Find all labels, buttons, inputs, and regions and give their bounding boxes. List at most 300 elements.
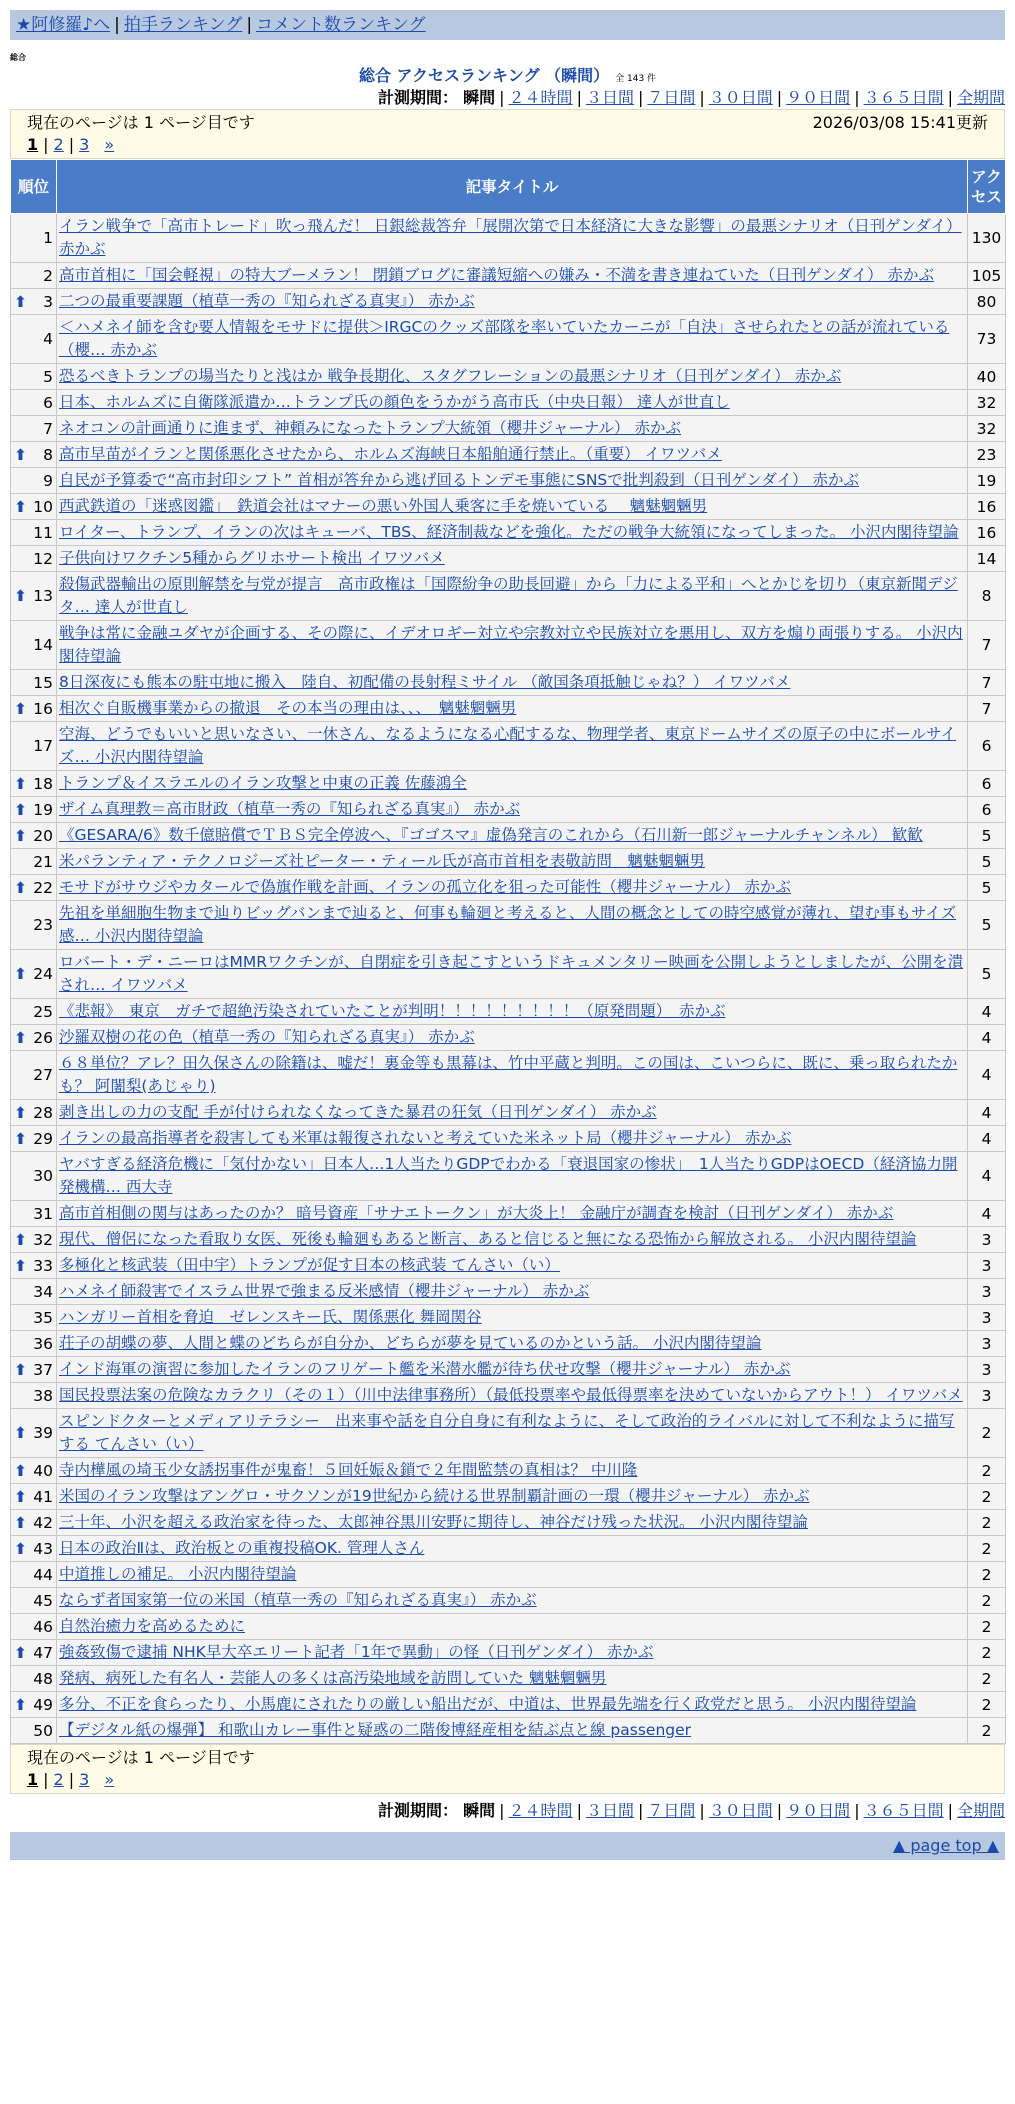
access-count: 4 bbox=[968, 1025, 1006, 1051]
title-cell bbox=[57, 849, 968, 875]
article-link[interactable]: ザイム真理教＝高市財政（植草一秀の『知られざる真実』） 赤かぶ bbox=[59, 800, 521, 818]
access-count: 40 bbox=[968, 364, 1006, 390]
rank-number: 44 bbox=[33, 1565, 53, 1584]
article-link[interactable]: 自然治癒力を高めるために bbox=[59, 1617, 246, 1635]
article-link[interactable]: 相次ぐ自販機事業からの撤退 その本当の理由は、、、 魑魅魍魎男 bbox=[59, 699, 517, 717]
table-row bbox=[11, 494, 1006, 520]
rank-number: 23 bbox=[33, 916, 53, 934]
rank-number: 37 bbox=[33, 1360, 53, 1379]
period-selector-bottom: 計測期間： 瞬間 | ２４時間 | ３日間 | ７日間 | ３０日間 | ９０日間 | ３６５日間 | 全期間 bbox=[378, 1801, 1005, 1820]
rank-number: 14 bbox=[33, 636, 53, 654]
article-link[interactable]: 沙羅双樹の花の色（植草一秀の『知られざる真実』） 赤かぶ bbox=[59, 1028, 475, 1046]
title-cell bbox=[57, 468, 968, 494]
article-link[interactable]: 子供向けワクチン5種からグリホサート検出 イワツバメ bbox=[59, 549, 445, 567]
title-cell bbox=[57, 1510, 968, 1536]
article-link[interactable]: ならず者国家第一位の米国（植草一秀の『知られざる真実』） 赤かぶ bbox=[59, 1591, 537, 1609]
rank-cell bbox=[11, 1536, 57, 1562]
table-row bbox=[11, 1253, 1006, 1279]
access-count: 4 bbox=[968, 1126, 1006, 1152]
access-count: 105 bbox=[968, 263, 1006, 289]
rank-cell bbox=[11, 1279, 57, 1305]
article-link[interactable]: 多分、不正を食らったり、小馬鹿にされたりの厳しい船出だが、中道は、世界最先端を行く政党だと思う。 小沢内閣待望論 bbox=[59, 1695, 917, 1713]
period-24h-link[interactable]: ２４時間 bbox=[508, 1801, 573, 1820]
access-count: 2 bbox=[968, 1718, 1006, 1744]
table-row bbox=[11, 999, 1006, 1025]
article-link[interactable]: 自民が予算委で“高市封印シフト” 首相が答弁から逃げ回るトンデモ事態にSNSで批判殺到（日刊ゲンダイ） 赤かぶ bbox=[59, 471, 859, 489]
article-link[interactable]: 強姦致傷で逮捕 NHK早大卒エリート記者「1年で異動」の怪（日刊ゲンダイ） 赤かぶ bbox=[59, 1643, 654, 1661]
rank-cell bbox=[11, 364, 57, 390]
access-count: 2 bbox=[968, 1562, 1006, 1588]
rank-up-arrow-icon: ⬆ bbox=[14, 1643, 27, 1662]
title-cell bbox=[57, 875, 968, 901]
rank-cell bbox=[11, 1640, 57, 1666]
title-cell bbox=[57, 999, 968, 1025]
access-count: 7 bbox=[968, 696, 1006, 722]
title-cell bbox=[57, 1484, 968, 1510]
title-cell bbox=[57, 670, 968, 696]
rank-number: 45 bbox=[33, 1591, 53, 1610]
title-cell bbox=[57, 1409, 968, 1458]
rank-number: 42 bbox=[33, 1513, 53, 1532]
table-row bbox=[11, 1562, 1006, 1588]
article-link[interactable]: 恐るべきトランプの場当たりと浅はか 戦争長期化、スタグフレーションの最悪シナリオ（日刊ゲンダイ） 赤かぶ bbox=[59, 367, 842, 385]
rank-cell bbox=[11, 1484, 57, 1510]
article-link[interactable]: 二つの最重要課題（植草一秀の『知られざる真実』） 赤かぶ bbox=[59, 292, 475, 310]
title-cell bbox=[57, 1614, 968, 1640]
table-row bbox=[11, 364, 1006, 390]
rank-cell bbox=[11, 1409, 57, 1458]
period-30d-link[interactable]: ３０日間 bbox=[708, 88, 773, 107]
table-row bbox=[11, 1126, 1006, 1152]
table-row bbox=[11, 1305, 1006, 1331]
rank-cell bbox=[11, 442, 57, 468]
title-cell bbox=[57, 546, 968, 572]
rank-number: 24 bbox=[33, 965, 53, 983]
title-cell bbox=[57, 1279, 968, 1305]
rank-number: 3 bbox=[43, 292, 53, 311]
rank-cell bbox=[11, 416, 57, 442]
ranking-table bbox=[10, 159, 1006, 1744]
article-link[interactable]: ハンガリー首相を脅迫 ゼレンスキー氏、関係悪化 舞岡関谷 bbox=[59, 1308, 482, 1326]
rank-number: 6 bbox=[43, 393, 53, 412]
access-count: 7 bbox=[968, 670, 1006, 696]
article-link[interactable]: 高市早苗がイランと関係悪化させたから、ホルムズ海峡日本船舶通行禁止。（重要） イワツバメ bbox=[59, 445, 722, 463]
rank-number: 12 bbox=[33, 549, 53, 568]
rank-cell bbox=[11, 1614, 57, 1640]
rank-number: 39 bbox=[33, 1424, 53, 1442]
article-link[interactable]: 日本の政治Ⅱは、政治板との重複投稿OK. 管理人さん bbox=[59, 1539, 425, 1557]
pager-page-2[interactable]: 2 bbox=[53, 135, 64, 154]
article-link[interactable]: ロイター、トランプ、イランの次はキューバ、TBS、経済制裁などを強化。ただの戦争大統領になってしまった。 小沢内閣待望論 bbox=[59, 523, 959, 541]
rank-cell bbox=[11, 1383, 57, 1409]
rank-number: 5 bbox=[43, 367, 53, 386]
rank-up-arrow-icon: ⬆ bbox=[14, 1028, 27, 1047]
table-row bbox=[11, 1588, 1006, 1614]
title-cell bbox=[57, 901, 968, 950]
article-link[interactable]: ロバート・デ・ニーロはMMRワクチンが、自閉症を引き起こすというドキュメンタリー映画を公開しようとしましたが、公開を潰され… イワツバメ bbox=[59, 953, 964, 994]
rank-up-arrow-icon: ⬆ bbox=[14, 292, 27, 311]
access-count: 7 bbox=[968, 621, 1006, 670]
access-count: 80 bbox=[968, 289, 1006, 315]
title-cell bbox=[57, 771, 968, 797]
title-cell bbox=[57, 1253, 968, 1279]
article-link[interactable]: 国民投票法案の危険なカラクリ（その１）（川中法律事務所）（最低投票率や最低得票率を決めていないからアウト！） イワツバメ bbox=[59, 1386, 963, 1404]
table-row bbox=[11, 1051, 1006, 1100]
article-link[interactable]: ＜ハメネイ師を含む要人情報をモサドに提供＞IRGCのクッズ部隊を率いていたカーニが「自決」させられたとの話が流れている（櫻… 赤かぶ bbox=[59, 318, 950, 359]
access-count: 16 bbox=[968, 520, 1006, 546]
period-30d-link[interactable]: ３０日間 bbox=[708, 1801, 773, 1820]
title-cell bbox=[57, 1025, 968, 1051]
title-cell bbox=[57, 572, 968, 621]
last-updated: 2026/03/08 15:41更新 bbox=[812, 113, 988, 132]
title-cell bbox=[57, 1152, 968, 1201]
rank-up-arrow-icon: ⬆ bbox=[14, 1360, 27, 1379]
rank-cell bbox=[11, 1253, 57, 1279]
rank-number: 10 bbox=[33, 497, 53, 516]
table-row bbox=[11, 950, 1006, 999]
title-cell bbox=[57, 797, 968, 823]
article-link[interactable]: 中道推しの補足。 小沢内閣待望論 bbox=[59, 1565, 297, 1583]
article-link[interactable]: 空海、どうでもいいと思いなさい、一休さん、なるようになる心配するな、物理学者、東京ドームサイズの原子の中にボールサイズ… 小沢内閣待望論 bbox=[59, 725, 956, 766]
rank-cell bbox=[11, 572, 57, 621]
rank-cell bbox=[11, 1692, 57, 1718]
rank-up-arrow-icon: ⬆ bbox=[14, 1103, 27, 1122]
rank-number: 28 bbox=[33, 1103, 53, 1122]
article-link[interactable]: 寺内樺風の埼玉少女誘拐事件が鬼畜！５回妊娠＆鎖で２年間監禁の真相は？ 中川隆 bbox=[59, 1461, 638, 1479]
article-link[interactable]: 8日深夜にも熊本の駐屯地に搬入 陸自、初配備の長射程ミサイル （敵国条項抵触じゃね？） イワツバメ bbox=[59, 673, 791, 691]
access-count: 6 bbox=[968, 797, 1006, 823]
rank-number: 16 bbox=[33, 699, 53, 718]
article-link[interactable]: インド海軍の演習に参加したイランのフリゲート艦を米潜水艦が待ち伏せ攻撃（櫻井ジャーナル） 赤かぶ bbox=[59, 1360, 791, 1378]
rank-number: 49 bbox=[33, 1695, 53, 1714]
table-row bbox=[11, 823, 1006, 849]
rank-number: 41 bbox=[33, 1487, 53, 1506]
access-count: 130 bbox=[968, 214, 1006, 263]
access-count: 2 bbox=[968, 1640, 1006, 1666]
rank-up-arrow-icon: ⬆ bbox=[14, 445, 27, 464]
rank-number: 33 bbox=[33, 1256, 53, 1275]
article-link[interactable]: 先祖を単細胞生物まで辿りビッグバンまで辿ると、何事も輪廻と考えると、人間の概念としての時空感覚が薄れ、望む事もサイズ感… 小沢内閣待望論 bbox=[59, 904, 957, 945]
article-link[interactable]: イランの最高指導者を殺害しても米軍は報復されないと考えていた米ネット局（櫻井ジャーナル） 赤かぶ bbox=[59, 1129, 792, 1147]
pager-page-2[interactable]: 2 bbox=[53, 1770, 64, 1789]
rank-cell bbox=[11, 315, 57, 364]
rank-up-arrow-icon: ⬆ bbox=[14, 1513, 27, 1532]
access-count: 5 bbox=[968, 875, 1006, 901]
rank-up-arrow-icon: ⬆ bbox=[14, 1487, 27, 1506]
title-cell bbox=[57, 390, 968, 416]
rank-up-arrow-icon: ⬆ bbox=[14, 965, 27, 983]
article-link[interactable]: ６８単位？アレ？田久保さんの除籍は、嘘だ！裏金等も黒幕は、竹中平蔵と判明。この国は、こいつらに、既に、乗っ取られたかも？ 阿闍梨(あじゃり) bbox=[59, 1054, 958, 1095]
rank-number: 11 bbox=[33, 523, 53, 542]
access-count: 3 bbox=[968, 1253, 1006, 1279]
table-row bbox=[11, 771, 1006, 797]
home-link[interactable]: ★阿修羅♪へ bbox=[16, 15, 111, 35]
article-link[interactable]: 米パランティア・テクノロジーズ社ピーター・ティール氏が高市首相を表敬訪問 魑魅魍魎男 bbox=[59, 852, 705, 870]
access-count: 32 bbox=[968, 390, 1006, 416]
rank-number: 29 bbox=[33, 1129, 53, 1148]
article-link[interactable]: 《悲報》 東京 ガチで超絶汚染されていたことが判明！！！！！！！！！（原発問題） 赤かぶ bbox=[59, 1002, 726, 1020]
pager-top: 現在のページは 1 ページ目です 2026/03/08 15:41更新 1 | 2 | 3 » bbox=[10, 109, 1005, 159]
table-row bbox=[11, 1536, 1006, 1562]
rank-cell bbox=[11, 1051, 57, 1100]
period-label: 計測期間： bbox=[378, 1801, 459, 1820]
title-cell bbox=[57, 1383, 968, 1409]
access-count: 2 bbox=[968, 1614, 1006, 1640]
article-link[interactable]: 多極化と核武装（田中宇）トランプが促す日本の核武装 てんさい（い） bbox=[59, 1256, 560, 1274]
rank-number: 4 bbox=[43, 330, 53, 348]
rank-number: 30 bbox=[33, 1167, 53, 1185]
access-count: 14 bbox=[968, 546, 1006, 572]
period-24h-link[interactable]: ２４時間 bbox=[508, 88, 573, 107]
rank-number: 15 bbox=[33, 673, 53, 692]
table-row bbox=[11, 849, 1006, 875]
rank-number: 40 bbox=[33, 1461, 53, 1480]
rank-cell bbox=[11, 1588, 57, 1614]
period-90d-link[interactable]: ９０日間 bbox=[786, 1801, 851, 1820]
period-3d-link[interactable]: ３日間 bbox=[585, 88, 634, 107]
rank-number: 31 bbox=[33, 1204, 53, 1223]
rank-cell bbox=[11, 1126, 57, 1152]
table-row bbox=[11, 1458, 1006, 1484]
rank-number: 17 bbox=[33, 737, 53, 755]
rank-cell bbox=[11, 950, 57, 999]
period-all-link[interactable]: 全期間 bbox=[956, 88, 1005, 107]
pager-next[interactable]: » bbox=[104, 135, 115, 154]
article-link[interactable]: 米国のイラン攻撃はアングロ・サクソンが19世紀から続ける世界制覇計画の一環（櫻井ジャーナル） 赤かぶ bbox=[59, 1487, 810, 1505]
rank-cell bbox=[11, 1562, 57, 1588]
table-row bbox=[11, 214, 1006, 263]
rank-cell bbox=[11, 468, 57, 494]
article-link[interactable]: 高市首相に「国会軽視」の特大ブーメラン！ 閉鎖ブログに審議短縮への嫌み・不満を書き連ねていた（日刊ゲンダイ） 赤かぶ bbox=[59, 266, 934, 284]
access-count: 6 bbox=[968, 771, 1006, 797]
table-row bbox=[11, 1201, 1006, 1227]
article-link[interactable]: 殺傷武器輸出の原則解禁を与党が提言 高市政権は「国際紛争の助長回避」から「力による平和」へとかじを切り（東京新聞デジタ… 達人が世直し bbox=[59, 575, 958, 616]
access-count: 4 bbox=[968, 1152, 1006, 1201]
title-cell bbox=[57, 289, 968, 315]
table-row bbox=[11, 1025, 1006, 1051]
rank-cell bbox=[11, 999, 57, 1025]
article-link[interactable]: 高市首相側の関与はあったのか？ 暗号資産「サナエトークン」が大炎上！ 金融庁が調査を検討（日刊ゲンダイ） 赤かぶ bbox=[59, 1204, 894, 1222]
period-selector-top: 計測期間： 瞬間 | ２４時間 | ３日間 | ７日間 | ３０日間 | ９０日間 | ３６５日間 | 全期間 bbox=[378, 88, 1005, 107]
title-cell bbox=[57, 1227, 968, 1253]
title-cell bbox=[57, 315, 968, 364]
table-row bbox=[11, 416, 1006, 442]
rank-cell bbox=[11, 1510, 57, 1536]
rank-number: 20 bbox=[33, 826, 53, 845]
rank-number: 46 bbox=[33, 1617, 53, 1636]
title-cell bbox=[57, 1126, 968, 1152]
rank-cell bbox=[11, 546, 57, 572]
header-access: アクセス bbox=[968, 160, 1006, 214]
period-current: 瞬間 bbox=[463, 88, 496, 107]
nav-separator: | bbox=[246, 15, 253, 35]
applause-ranking-link[interactable]: 拍手ランキング bbox=[123, 15, 243, 35]
access-count: 73 bbox=[968, 315, 1006, 364]
rank-cell bbox=[11, 520, 57, 546]
rank-cell bbox=[11, 214, 57, 263]
table-row bbox=[11, 1152, 1006, 1201]
access-count: 19 bbox=[968, 468, 1006, 494]
table-row bbox=[11, 1692, 1006, 1718]
article-link[interactable]: 【デジタル紙の爆弾】 和歌山カレー事件と疑惑の二階俊博経産相を結ぶ点と線 passenger bbox=[59, 1721, 692, 1739]
article-link[interactable]: 現代、僧侶になった看取り女医、死後も輪廻もあると断言、あると信じると無になる恐怖から解放される。 小沢内閣待望論 bbox=[59, 1230, 917, 1248]
access-count: 3 bbox=[968, 1305, 1006, 1331]
table-row bbox=[11, 289, 1006, 315]
rank-number: 19 bbox=[33, 800, 53, 819]
access-count: 2 bbox=[968, 1692, 1006, 1718]
article-link[interactable]: トランプ＆イスラエルのイラン攻撃と中東の正義 佐藤鴻全 bbox=[59, 774, 467, 792]
comment-ranking-link[interactable]: コメント数ランキング bbox=[256, 15, 426, 35]
rank-number: 43 bbox=[33, 1539, 53, 1558]
rank-up-arrow-icon: ⬆ bbox=[14, 826, 27, 845]
rank-cell bbox=[11, 1025, 57, 1051]
title-cell bbox=[57, 1666, 968, 1692]
article-link[interactable]: 西武鉄道の「迷惑図鑑」 鉄道会社はマナーの悪い外国人乗客に手を焼いている 魑魅魍魎男 bbox=[59, 497, 708, 515]
table-row bbox=[11, 1100, 1006, 1126]
rank-number: 9 bbox=[43, 471, 53, 490]
period-365d-link[interactable]: ３６５日間 bbox=[863, 88, 944, 107]
rank-cell bbox=[11, 1357, 57, 1383]
rank-cell bbox=[11, 797, 57, 823]
table-row bbox=[11, 1227, 1006, 1253]
rank-cell bbox=[11, 771, 57, 797]
page-top-link[interactable]: ▲ page top ▲ bbox=[892, 1836, 999, 1855]
top-nav-bar bbox=[10, 10, 1005, 40]
table-row bbox=[11, 1510, 1006, 1536]
table-row bbox=[11, 1357, 1006, 1383]
period-all-link[interactable]: 全期間 bbox=[956, 1801, 1005, 1820]
article-link[interactable]: 発病、病死した有名人・芸能人の多くは高汚染地域を訪問していた 魑魅魍魎男 bbox=[59, 1669, 607, 1687]
rank-cell bbox=[11, 263, 57, 289]
table-row bbox=[11, 875, 1006, 901]
access-count: 2 bbox=[968, 1588, 1006, 1614]
table-row bbox=[11, 1640, 1006, 1666]
title-cell bbox=[57, 1562, 968, 1588]
article-link[interactable]: ヤバすぎる経済危機に「気付かない」日本人…1人当たりGDPでわかる「衰退国家の惨状」 1人当たりGDPはOECD（経済協力開発機構… 西大寺 bbox=[59, 1155, 958, 1196]
table-header-row bbox=[11, 160, 1006, 214]
title-cell bbox=[57, 1331, 968, 1357]
table-row bbox=[11, 670, 1006, 696]
rank-cell bbox=[11, 1718, 57, 1744]
access-count: 2 bbox=[968, 1666, 1006, 1692]
article-link[interactable]: 三十年、小沢を超える政治家を待った、太郎神谷黒川安野に期待し、神谷だけ残った状況。 小沢内閣待望論 bbox=[59, 1513, 808, 1531]
article-link[interactable]: モサドがサウジやカタールで偽旗作戦を計画、イランの孤立化を狙った可能性（櫻井ジャーナル） 赤かぶ bbox=[59, 878, 792, 896]
article-link[interactable]: 《GESARA/6》数千億賠償でＴＢＳ完全停波へ、『ゴゴスマ』虚偽発言のこれから（石川新一郎ジャーナルチャンネル） 歓歓 bbox=[59, 826, 923, 844]
access-count: 3 bbox=[968, 1383, 1006, 1409]
access-count: 2 bbox=[968, 1409, 1006, 1458]
access-count: 23 bbox=[968, 442, 1006, 468]
rank-cell bbox=[11, 1458, 57, 1484]
rank-up-arrow-icon: ⬆ bbox=[14, 1230, 27, 1249]
rank-cell bbox=[11, 901, 57, 950]
access-count: 4 bbox=[968, 1201, 1006, 1227]
table-row bbox=[11, 1331, 1006, 1357]
access-count: 3 bbox=[968, 1357, 1006, 1383]
rank-number: 38 bbox=[33, 1386, 53, 1405]
period-7d-link[interactable]: ７日間 bbox=[647, 1801, 696, 1820]
rank-cell bbox=[11, 1100, 57, 1126]
table-row bbox=[11, 572, 1006, 621]
total-count: 全 143 件 bbox=[615, 74, 657, 84]
rank-number: 2 bbox=[43, 266, 53, 285]
rank-cell bbox=[11, 1227, 57, 1253]
table-row bbox=[11, 315, 1006, 364]
access-count: 4 bbox=[968, 999, 1006, 1025]
rank-cell bbox=[11, 621, 57, 670]
access-count: 4 bbox=[968, 1051, 1006, 1100]
access-count: 16 bbox=[968, 494, 1006, 520]
pager-status: 現在のページは 1 ページ目です bbox=[27, 1748, 255, 1767]
article-link[interactable]: 日本、ホルムズに自衛隊派遣か…トランプ氏の顔色をうかがう高市氏（中央日報） 達人が世直し bbox=[59, 393, 730, 411]
rank-number: 48 bbox=[33, 1669, 53, 1688]
rank-number: 27 bbox=[33, 1066, 53, 1084]
table-row bbox=[11, 390, 1006, 416]
article-link[interactable]: ネオコンの計画通りに進まず、神頼みになったトランプ大統領（櫻井ジャーナル） 赤かぶ bbox=[59, 419, 681, 437]
rank-number: 7 bbox=[43, 419, 53, 438]
access-count: 8 bbox=[968, 572, 1006, 621]
pager-page-3[interactable]: 3 bbox=[79, 1770, 90, 1789]
title-cell bbox=[57, 621, 968, 670]
rank-cell bbox=[11, 1666, 57, 1692]
table-row bbox=[11, 442, 1006, 468]
rank-number: 21 bbox=[33, 852, 53, 871]
article-link[interactable]: 剥き出しの力の支配 手が付けられなくなってきた暴君の狂気（日刊ゲンダイ） 赤かぶ bbox=[59, 1103, 657, 1121]
article-link[interactable]: ハメネイ師殺害でイスラム世界で強まる反米感情（櫻井ジャーナル） 赤かぶ bbox=[59, 1282, 590, 1300]
pager-next[interactable]: » bbox=[104, 1770, 115, 1789]
access-count: 2 bbox=[968, 1484, 1006, 1510]
rank-cell bbox=[11, 670, 57, 696]
period-3d-link[interactable]: ３日間 bbox=[585, 1801, 634, 1820]
rank-number: 25 bbox=[33, 1002, 53, 1021]
rank-cell bbox=[11, 722, 57, 771]
rank-up-arrow-icon: ⬆ bbox=[14, 1539, 27, 1558]
table-row bbox=[11, 468, 1006, 494]
title-cell bbox=[57, 1051, 968, 1100]
rank-cell bbox=[11, 494, 57, 520]
page-heading bbox=[0, 65, 1015, 87]
pager-page-3[interactable]: 3 bbox=[79, 135, 90, 154]
table-row bbox=[11, 1718, 1006, 1744]
rank-number: 26 bbox=[33, 1028, 53, 1047]
rank-cell bbox=[11, 1152, 57, 1201]
access-count: 32 bbox=[968, 416, 1006, 442]
table-row bbox=[11, 1614, 1006, 1640]
article-link[interactable]: 戦争は常に金融ユダヤが企画する、その際に、イデオロギー対立や宗教対立や民族対立を悪用し、双方を煽り両張りする。 小沢内閣待望論 bbox=[59, 624, 963, 665]
title-cell bbox=[57, 1588, 968, 1614]
access-count: 3 bbox=[968, 1279, 1006, 1305]
title-cell bbox=[57, 722, 968, 771]
period-7d-link[interactable]: ７日間 bbox=[647, 88, 696, 107]
access-count: 6 bbox=[968, 722, 1006, 771]
rank-number: 50 bbox=[33, 1721, 53, 1740]
title-cell bbox=[57, 1692, 968, 1718]
access-count: 2 bbox=[968, 1458, 1006, 1484]
article-link[interactable]: 荘子の胡蝶の夢、人間と蝶のどちらが自分か、どちらが夢を見ているのかという話。 小沢内閣待望論 bbox=[59, 1334, 762, 1352]
header-rank: 順位 bbox=[11, 160, 57, 214]
rank-up-arrow-icon: ⬆ bbox=[14, 699, 27, 718]
rank-cell bbox=[11, 875, 57, 901]
pager-bottom: 現在のページは 1 ページ目です 1 | 2 | 3 » bbox=[10, 1744, 1005, 1794]
article-link[interactable]: スピンドクターとメディアリテラシー 出来事や話を自分自身に有利なように、そして政治的ライバルに対して不利なように描写する てんさい（い） bbox=[59, 1412, 955, 1453]
article-link[interactable]: イラン戦争で「高市トレード」吹っ飛んだ！ 日銀総裁答弁「展開次第で日本経済に大きな影響」の最悪シナリオ（日刊ゲンダイ） 赤かぶ bbox=[59, 217, 962, 258]
access-count: 5 bbox=[968, 849, 1006, 875]
pager-current-page: 1 bbox=[27, 1770, 39, 1789]
rank-number: 8 bbox=[43, 445, 53, 464]
rank-number: 18 bbox=[33, 774, 53, 793]
period-365d-link[interactable]: ３６５日間 bbox=[863, 1801, 944, 1820]
rank-up-arrow-icon: ⬆ bbox=[14, 1256, 27, 1275]
period-90d-link[interactable]: ９０日間 bbox=[786, 88, 851, 107]
